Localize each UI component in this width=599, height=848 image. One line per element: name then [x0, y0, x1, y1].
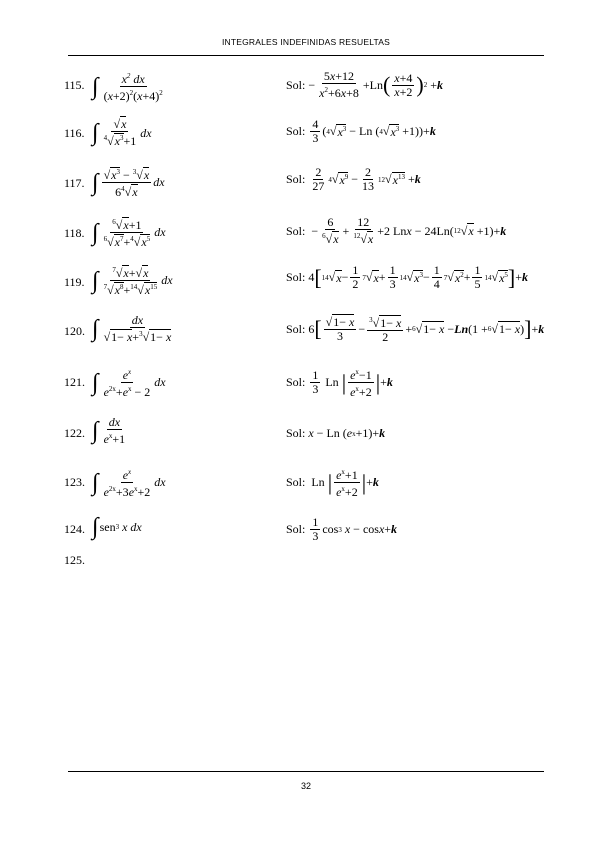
sol-label: Sol: — [286, 172, 306, 186]
integral-expression: ∫ $\frac{^6√x+1}{^6√x^7+^4√x^5}$ dx — [92, 218, 166, 249]
solution-expression: Sol: − $\frac{5x+12}{x^2+6x+8}$ +Ln ( $\frac{x+4}{x+2}$ ) 2 + k — [286, 69, 443, 100]
page-footer — [68, 771, 544, 791]
problem-number: 116. — [64, 126, 85, 140]
page-number: 32 — [300, 781, 311, 791]
problem-124 — [0, 516, 599, 556]
integral-expression: ∫ $\frac{x^2 dx}{(x+2)^2(x+4)^2}$ — [92, 72, 163, 103]
problem-115 — [0, 70, 599, 110]
problem-125 — [0, 553, 599, 593]
integral-expression: ∫ $\frac{dx}{√1- x+^3√1- x}$ — [92, 313, 172, 344]
problem-number: 118. — [64, 226, 85, 240]
solution-expression: Sol: $\frac{4}{3}$ ( 4 √ $x^3$ − Ln ( 4 √ $x^3$ +1))+ k — [286, 117, 436, 145]
solution-expression: Sol: $\frac{1}{3}$ Ln | $\frac{e^x-1}{e^x+2}$ | + k — [286, 368, 393, 399]
solution-expression: Sol: − $\frac{6}{^6√x}$ + $\frac{12}{^{12}√x}$ +2 Ln x − 24Ln( 12 √ x +1)+ k — [286, 215, 507, 246]
problem-117 — [0, 166, 599, 206]
problem-120 — [0, 314, 599, 354]
integral-expression: ∫ $\frac{√x^3 - ^3√x}{6^4√x}$ dx — [92, 168, 165, 199]
sol-label: Sol: — [286, 223, 306, 238]
problem-number: 121. — [64, 375, 85, 389]
integral-expression: ∫ $\frac{√x}{^4√x^3+1}$ dx — [92, 117, 152, 148]
integral-expression: ∫ $\frac{e^x}{e^{2x}+e^x - 2}$ dx — [92, 368, 166, 399]
sol-label: Sol: — [286, 270, 306, 284]
integral-expression: ∫ $\frac{dx}{e^x+1}$ — [92, 415, 126, 446]
sol-label: Sol: — [286, 321, 306, 336]
problem-number: 119. — [64, 275, 85, 289]
problem-123 — [0, 466, 599, 506]
page-header — [68, 36, 544, 56]
solution-expression: Sol: $\frac{2}{27}$ 4 √ $x^9$ − $\frac{2}{13}$ 12 √ $x^{13}$ + k — [286, 165, 421, 193]
problem-number: 122. — [64, 426, 85, 440]
problem-119 — [0, 264, 599, 304]
sol-label: Sol: — [286, 522, 306, 536]
integral-expression: ∫ sen 3 x dx — [92, 514, 142, 540]
problem-122 — [0, 416, 599, 456]
integral-expression: ∫ $\frac{e^x}{e^{2x}+3e^x+2}$ dx — [92, 468, 166, 499]
problem-number: 123. — [64, 475, 85, 489]
problem-116 — [0, 118, 599, 158]
problem-number: 125. — [64, 553, 85, 567]
sol-label: Sol: — [286, 375, 306, 389]
sol-label: Sol: — [286, 426, 306, 440]
problem-118 — [0, 216, 599, 256]
solution-expression: Sol: $\frac{1}{3}$ cos 3 x − cos x + k — [286, 515, 398, 543]
problem-number: 115. — [64, 78, 85, 92]
integral-expression: ∫ $\frac{^7√x+√x}{^7√x^8+^{14}√x^{15}}$ dx — [92, 266, 173, 297]
solution-expression: Sol: 4 [ 14 √ x − $\frac{1}{2}$ 7 √ x + $\frac{1}{3}$ 14 √ $x^3$ − $\frac{1}{4}$ 7 √ $x^2$ + $\frac{1}{5}$ 14 √ $x^5$ ] + k — [286, 263, 529, 291]
problem-121 — [0, 366, 599, 406]
solution-expression: Sol: 6 [ $\frac{√1- x}{3}$ − $\frac{^3√1- x}{2}$ + 6 √ 1− x − Ln (1 + 6 √ 1− x ) ] + k — [286, 314, 545, 344]
problem-number: 120. — [64, 324, 85, 338]
sol-label: Sol: — [286, 124, 306, 138]
solution-expression: Sol: Ln | $\frac{e^x+1}{e^x+2}$ | + k — [286, 468, 379, 499]
sol-label: Sol: — [286, 77, 306, 92]
sol-label: Sol: — [286, 475, 306, 489]
problem-number: 117. — [64, 176, 85, 190]
solution-expression: Sol: x − Ln ( e x +1)+ k — [286, 426, 386, 440]
problem-number: 124. — [64, 522, 85, 536]
header-title: INTEGRALES INDEFINIDAS RESUELTAS — [221, 37, 391, 47]
